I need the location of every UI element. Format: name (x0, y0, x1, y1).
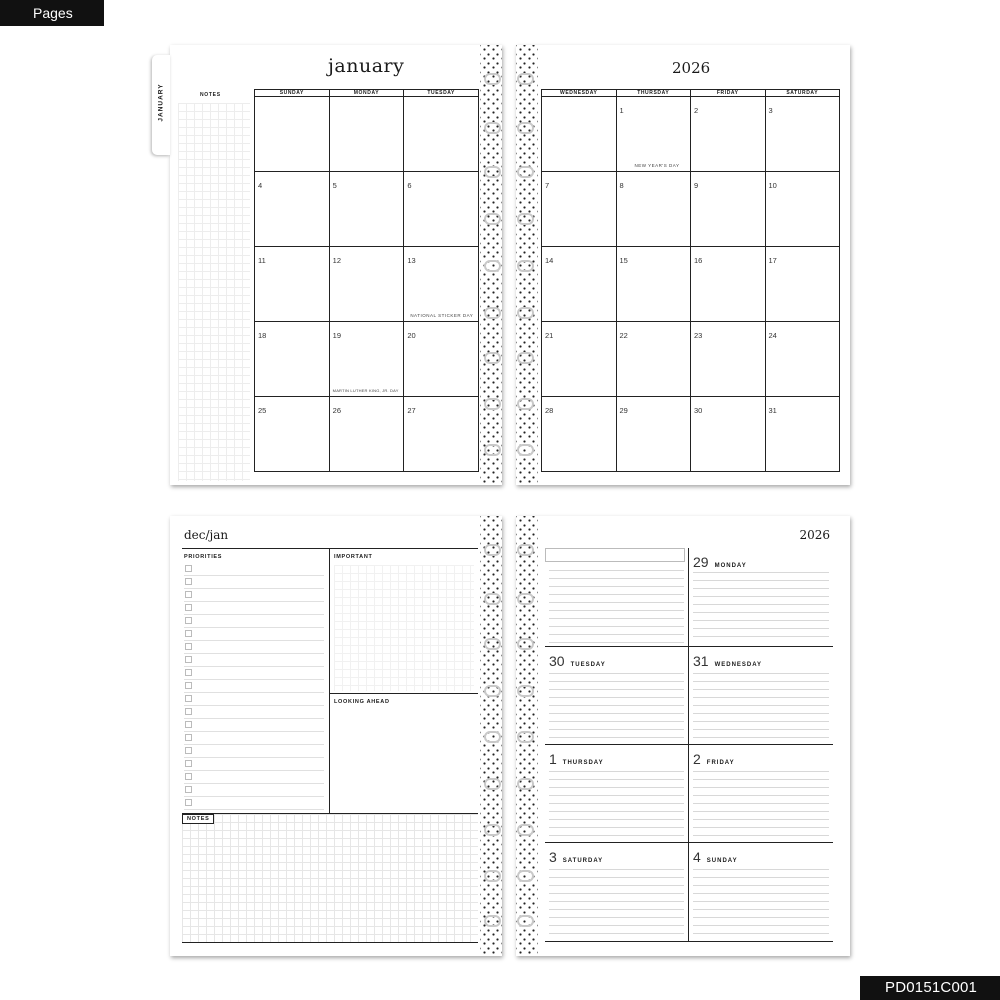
day-block-thursday[interactable] (545, 744, 689, 842)
day-cell[interactable] (542, 97, 617, 172)
binder-ring (484, 731, 501, 743)
day-name: MONDAY (714, 563, 747, 569)
day-number: 30 (549, 653, 565, 669)
checklist-row[interactable] (184, 745, 324, 758)
checkbox[interactable] (185, 734, 192, 741)
weekly-left-page (170, 516, 502, 956)
holiday-mlk-day: MARTIN LUTHER KING, JR. DAY (332, 388, 399, 393)
checkbox[interactable] (185, 747, 192, 754)
weekday-header: SATURDAY (765, 90, 840, 97)
checkbox[interactable] (185, 604, 192, 611)
day-number: 24 (768, 331, 777, 340)
checkbox[interactable] (185, 721, 192, 728)
checkbox[interactable] (185, 630, 192, 637)
day-header (693, 653, 762, 669)
day-number: 31 (768, 406, 777, 415)
checkbox[interactable] (185, 578, 192, 585)
day-block-sunday[interactable] (689, 842, 833, 942)
day-number: 14 (545, 256, 554, 265)
binder-ring (517, 122, 534, 134)
checkbox[interactable] (185, 656, 192, 663)
day-number: 18 (258, 331, 267, 340)
day-number: 16 (694, 256, 703, 265)
blank-cell-header (545, 548, 685, 562)
checkbox[interactable] (185, 643, 192, 650)
weekday-header: TUESDAY (404, 90, 479, 97)
day-cell[interactable] (691, 322, 766, 397)
day-header (693, 751, 735, 767)
day-number: 10 (768, 181, 777, 190)
day-cell[interactable] (765, 397, 840, 472)
day-number: 7 (545, 181, 550, 190)
weekday-header: FRIDAY (691, 90, 766, 97)
binder-ring (517, 824, 534, 836)
writing-lines (693, 673, 829, 743)
day-number: 28 (545, 406, 554, 415)
day-cell[interactable] (616, 322, 691, 397)
weekly-notes-section[interactable] (182, 813, 478, 943)
day-block-tuesday[interactable] (545, 646, 689, 744)
priorities-label: PRIORITIES (184, 554, 223, 560)
day-name: SATURDAY (562, 858, 604, 864)
looking-ahead-section[interactable] (330, 694, 478, 813)
binder-ring (484, 685, 501, 697)
checkbox[interactable] (185, 786, 192, 793)
monthly-notes-grid (178, 103, 250, 481)
day-cell[interactable] (616, 172, 691, 247)
checklist-row[interactable] (184, 602, 324, 615)
day-number: 21 (545, 331, 554, 340)
day-number: 2 (693, 751, 701, 767)
day-header (549, 849, 603, 865)
weekly-right-page (516, 516, 850, 956)
day-number: 3 (549, 849, 557, 865)
checkbox[interactable] (185, 669, 192, 676)
holiday-sticker-day: NATIONAL STICKER DAY (410, 313, 474, 318)
checklist-row[interactable] (184, 732, 324, 745)
weekday-header: MONDAY (329, 90, 404, 97)
writing-lines (549, 771, 684, 841)
checklist-row[interactable] (184, 758, 324, 771)
binder-ring (484, 638, 501, 650)
day-number: 26 (332, 406, 341, 415)
day-block-wednesday[interactable] (689, 646, 833, 744)
weekly-notes-label: NOTES (182, 814, 214, 824)
day-cell[interactable] (255, 247, 330, 322)
weekday-header: WEDNESDAY (542, 90, 617, 97)
checklist-row[interactable] (184, 784, 324, 797)
day-number: 6 (407, 181, 412, 190)
day-cell[interactable] (255, 97, 330, 172)
day-number: 9 (694, 181, 699, 190)
day-number: 11 (258, 256, 266, 265)
month-tab-label: JANUARY (157, 83, 165, 122)
day-cell[interactable] (542, 397, 617, 472)
day-number: 30 (694, 406, 703, 415)
binder-ring (517, 73, 534, 85)
binder-ring (484, 398, 501, 410)
day-cell[interactable] (329, 247, 404, 322)
checkbox[interactable] (185, 617, 192, 624)
checklist-row[interactable] (184, 615, 324, 628)
binder-ring (517, 778, 534, 790)
binder-ring (517, 544, 534, 556)
checklist-row[interactable] (184, 654, 324, 667)
day-name: SUNDAY (706, 858, 738, 864)
day-cell[interactable] (542, 247, 617, 322)
binder-ring (484, 352, 501, 364)
looking-ahead-label: LOOKING AHEAD (334, 699, 390, 705)
checkbox[interactable] (185, 760, 192, 767)
day-cell[interactable] (765, 322, 840, 397)
important-label: IMPORTANT (334, 554, 373, 560)
day-cell[interactable] (691, 397, 766, 472)
checkbox[interactable] (185, 799, 192, 806)
day-header (549, 653, 606, 669)
day-cell[interactable] (765, 172, 840, 247)
day-header (693, 554, 747, 570)
day-cell[interactable] (404, 247, 479, 322)
day-number: 27 (407, 406, 416, 415)
binder-ring (517, 307, 534, 319)
day-number: 29 (693, 554, 709, 570)
checklist-row[interactable] (184, 667, 324, 680)
binder-ring (517, 352, 534, 364)
binder-ring (484, 824, 501, 836)
binder-ring (484, 778, 501, 790)
binder-ring (484, 166, 501, 178)
day-block-monday[interactable] (689, 548, 833, 646)
day-number: 1 (549, 751, 557, 767)
day-header (549, 751, 604, 767)
weekly-year: 2026 (799, 528, 830, 542)
day-number: 17 (768, 256, 777, 265)
month-tab[interactable] (152, 55, 170, 155)
day-block-friday[interactable] (689, 744, 833, 842)
binder-ring (484, 444, 501, 456)
writing-lines (693, 771, 829, 841)
writing-lines (693, 869, 829, 939)
product-code-label: PD0151C001 (860, 976, 1000, 1000)
monthly-right-page (516, 45, 850, 485)
checklist-row[interactable] (184, 706, 324, 719)
binder-ring (517, 870, 534, 882)
day-number: 8 (619, 181, 624, 190)
checklist-row[interactable] (184, 589, 324, 602)
monthly-year: 2026 (672, 59, 711, 77)
day-number: 31 (693, 653, 709, 669)
day-cell[interactable] (616, 397, 691, 472)
binder-ring (484, 73, 501, 85)
day-number: 2 (694, 106, 699, 115)
writing-lines (549, 673, 684, 743)
day-number: 1 (619, 106, 624, 115)
checkbox[interactable] (185, 773, 192, 780)
day-number: 12 (332, 256, 341, 265)
important-section[interactable] (330, 548, 478, 694)
day-cell[interactable] (329, 97, 404, 172)
day-cell[interactable] (329, 397, 404, 472)
checklist-row[interactable] (184, 576, 324, 589)
day-number: 15 (619, 256, 628, 265)
monthly-left-page (170, 45, 502, 485)
binder-ring (517, 213, 534, 225)
pages-label: Pages (0, 0, 104, 26)
checklist-row[interactable] (184, 641, 324, 654)
binder-ring (517, 685, 534, 697)
day-cell[interactable] (255, 322, 330, 397)
day-cell[interactable] (691, 247, 766, 322)
binder-ring (484, 260, 501, 272)
day-number: 19 (332, 331, 341, 340)
binder-ring (517, 398, 534, 410)
day-cell[interactable] (616, 97, 691, 172)
binder-ring (517, 638, 534, 650)
checkbox[interactable] (185, 682, 192, 689)
binder-ring (484, 593, 501, 605)
binder-ring (484, 307, 501, 319)
binder-ring (517, 444, 534, 456)
checklist-row[interactable] (184, 680, 324, 693)
day-cell[interactable] (329, 322, 404, 397)
day-cell[interactable] (255, 172, 330, 247)
day-cell[interactable] (616, 247, 691, 322)
writing-lines (693, 572, 829, 644)
day-number: 23 (694, 331, 703, 340)
checkbox[interactable] (185, 695, 192, 702)
day-cell[interactable] (691, 172, 766, 247)
checklist-row[interactable] (184, 563, 324, 576)
day-cell[interactable] (255, 397, 330, 472)
day-name: THURSDAY (562, 760, 604, 766)
binder-ring (517, 166, 534, 178)
monthly-right-grid (541, 89, 840, 472)
checklist-row[interactable] (184, 797, 324, 810)
day-number: 5 (332, 181, 337, 190)
checklist-row[interactable] (184, 719, 324, 732)
day-number: 4 (693, 849, 701, 865)
holiday-new-years: NEW YEAR'S DAY (634, 163, 680, 168)
day-number: 20 (407, 331, 416, 340)
day-cell[interactable] (765, 247, 840, 322)
day-cell[interactable] (542, 322, 617, 397)
day-name: FRIDAY (706, 760, 735, 766)
checklist-row[interactable] (184, 771, 324, 784)
weekly-blank-cell[interactable] (545, 548, 689, 646)
day-number: 29 (619, 406, 628, 415)
checklist-row[interactable] (184, 628, 324, 641)
day-number: 22 (619, 331, 628, 340)
day-name: WEDNESDAY (714, 662, 763, 668)
checkbox[interactable] (185, 591, 192, 598)
day-name: TUESDAY (570, 662, 606, 668)
day-cell[interactable] (404, 397, 479, 472)
weekday-header: THURSDAY (616, 90, 691, 97)
writing-lines (549, 570, 684, 644)
month-title: january (328, 55, 405, 77)
binder-ring (484, 870, 501, 882)
day-cell[interactable] (404, 172, 479, 247)
weekday-header: SUNDAY (255, 90, 330, 97)
binder-ring (517, 593, 534, 605)
day-block-saturday[interactable] (545, 842, 689, 942)
day-cell[interactable] (404, 97, 479, 172)
binder-ring (517, 260, 534, 272)
monthly-notes-label: NOTES (200, 92, 221, 98)
weekly-notes-grid (182, 814, 478, 942)
checklist-row[interactable] (184, 693, 324, 706)
binder-ring (517, 915, 534, 927)
day-cell[interactable] (404, 322, 479, 397)
day-header (693, 849, 738, 865)
checkbox[interactable] (185, 708, 192, 715)
checkbox[interactable] (185, 565, 192, 572)
day-number: 13 (407, 256, 416, 265)
important-pattern (334, 565, 474, 691)
day-cell[interactable] (329, 172, 404, 247)
binder-ring (517, 731, 534, 743)
binder-ring (484, 544, 501, 556)
binder-ring (484, 915, 501, 927)
day-cell[interactable] (765, 97, 840, 172)
day-number: 4 (258, 181, 263, 190)
binder-ring (484, 122, 501, 134)
day-cell[interactable] (691, 97, 766, 172)
binder-ring (484, 213, 501, 225)
monthly-left-grid (254, 89, 479, 472)
day-number: 3 (768, 106, 773, 115)
day-cell[interactable] (542, 172, 617, 247)
day-number: 25 (258, 406, 267, 415)
week-range-title: dec/jan (184, 528, 229, 542)
writing-lines (549, 869, 684, 939)
